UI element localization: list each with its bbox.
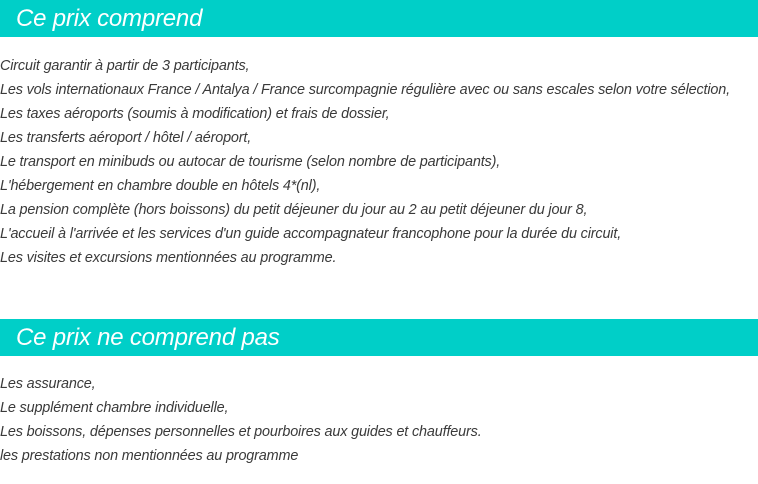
list-item: L'hébergement en chambre double en hôtels 4*(nl), <box>0 178 321 194</box>
includes-header <box>0 0 758 37</box>
list-item: La pension complète (hors boissons) du petit déjeuner du jour au 2 au petit déjeuner du jour 8, <box>0 202 588 218</box>
list-item: Le transport en minibuds ou autocar de tourisme (selon nombre de participants), <box>0 154 501 170</box>
list-item: Les transferts aéroport / hôtel / aéroport, <box>0 130 252 146</box>
excludes-list <box>0 372 482 468</box>
list-item: Circuit garantir à partir de 3 participants, <box>0 58 250 74</box>
list-item: Les visites et excursions mentionnées au programme. <box>0 250 337 266</box>
list-item: Les taxes aéroports (soumis à modification) et frais de dossier, <box>0 106 390 122</box>
includes-title: Ce prix comprend <box>16 5 203 32</box>
list-item: Les assurance, <box>0 376 96 392</box>
excludes-title: Ce prix ne comprend pas <box>16 324 280 351</box>
list-item: Le supplément chambre individuelle, <box>0 400 229 416</box>
list-item: Les boissons, dépenses personnelles et pourboires aux guides et chauffeurs. <box>0 424 482 440</box>
list-item: L'accueil à l'arrivée et les services d'un guide accompagnateur francophone pour la durée du circuit, <box>0 226 622 242</box>
list-item: les prestations non mentionnées au programme <box>0 448 299 464</box>
includes-list <box>0 54 730 270</box>
excludes-header <box>0 319 758 356</box>
list-item: Les vols internationaux France / Antalya / France surcompagnie régulière avec ou sans escales selon votre sélection, <box>0 82 730 98</box>
